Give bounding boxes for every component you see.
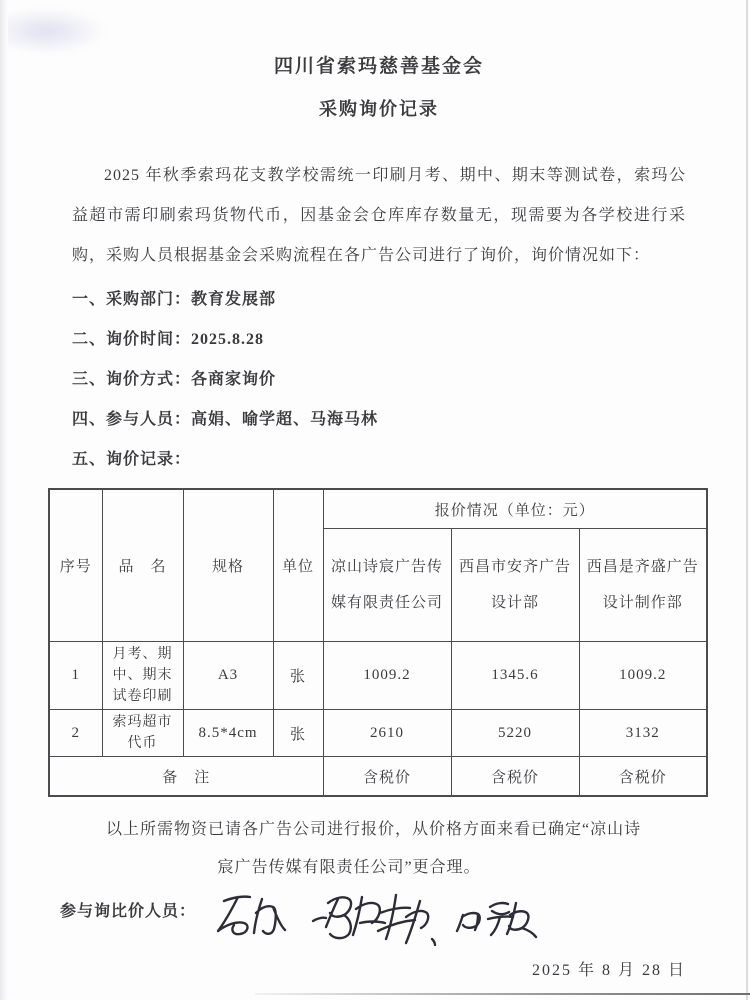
cell-quote-1: 1345.6 — [451, 642, 579, 710]
scan-right-edge — [746, 0, 748, 1000]
cell-quote-2: 3132 — [579, 710, 707, 757]
header-vendor-liangshan: 凉山诗宸广告传媒有限责任公司 — [323, 529, 451, 642]
cell-unit: 张 — [273, 642, 323, 710]
cell-name: 索玛超市代币 — [102, 710, 183, 757]
handwritten-signatures — [210, 887, 540, 951]
signature-ma-hai-ma-lin — [313, 895, 435, 945]
cell-quote-1: 5220 — [451, 710, 579, 757]
signature-yu-xue-chao — [457, 903, 536, 937]
scan-bottom-edge — [255, 993, 750, 995]
scan-left-edge — [0, 0, 8, 1000]
remark-value-0: 含税价 — [323, 757, 451, 797]
item-inquiry-time: 二、询价时间：2025.8.28 — [72, 331, 265, 348]
table-row — [49, 642, 707, 710]
item-inquiry-record: 五、询价记录： — [72, 451, 192, 468]
document-body — [59, 52, 699, 980]
cell-seq: 1 — [49, 642, 102, 710]
cell-unit: 张 — [273, 710, 323, 757]
cell-name: 月考、期中、期末试卷印刷 — [102, 642, 183, 710]
cell-spec: 8.5*4cm — [183, 710, 273, 757]
participants-label: 参与询比价人员： — [60, 903, 197, 920]
header-seq: 序号 — [49, 489, 102, 642]
remark-value-1: 含税价 — [451, 757, 579, 797]
cell-quote-0: 2610 — [323, 710, 451, 757]
header-quote-group: 报价情况（单位：元） — [323, 489, 707, 529]
header-vendor-qisheng: 西昌是齐盛广告设计制作部 — [579, 529, 707, 642]
item-participants: 四、参与人员：高娟、喻学超、马海马林 — [72, 411, 379, 428]
numbered-items — [72, 280, 686, 480]
header-unit: 单位 — [273, 489, 323, 642]
item-purchase-department: 一、采购部门：教育发展部 — [72, 291, 277, 308]
document-date: 2025 年 8 月 28 日 — [531, 962, 686, 979]
remark-label: 备 注 — [49, 757, 323, 797]
item-inquiry-method: 三、询价方式：各商家询价 — [72, 371, 277, 388]
cell-quote-0: 1009.2 — [323, 642, 451, 710]
cell-seq: 2 — [49, 710, 102, 757]
table-row — [49, 710, 707, 757]
participants-line — [60, 895, 686, 951]
document-title: 四川省索玛慈善基金会 — [273, 56, 484, 77]
header-name: 品 名 — [102, 489, 183, 642]
document-subtitle: 采购询价记录 — [319, 99, 439, 119]
table-header-row-1 — [49, 489, 707, 529]
remark-value-2: 含税价 — [579, 757, 707, 797]
header-vendor-anqi: 西昌市安齐广告设计部 — [451, 529, 579, 642]
quote-table — [48, 488, 708, 797]
header-spec: 规格 — [183, 489, 273, 642]
signature-gao-juan — [218, 897, 285, 935]
conclusion-paragraph — [72, 811, 686, 887]
cell-spec: A3 — [183, 642, 273, 710]
cell-quote-2: 1009.2 — [579, 642, 707, 710]
conclusion-line-2: 宸广告传媒有限责任公司”更合理。 — [217, 859, 481, 876]
table-remark-row — [49, 757, 707, 797]
intro-paragraph: 2025 年秋季索玛花支教学校需统一印刷月考、期中、期末等测试卷，索玛公益超市需印刷索玛货物代币，因基金会仓库库存数量无，现需要为各学校进行采购，采购人员根据基金会采购流程在各广告公司进行了询价，询价情况如下： — [72, 167, 686, 264]
conclusion-line-1: 以上所需物资已请各广告公司进行报价，从价格方面来看已确定“凉山诗 — [106, 821, 642, 838]
scan-smudge-artifact — [0, 8, 106, 54]
